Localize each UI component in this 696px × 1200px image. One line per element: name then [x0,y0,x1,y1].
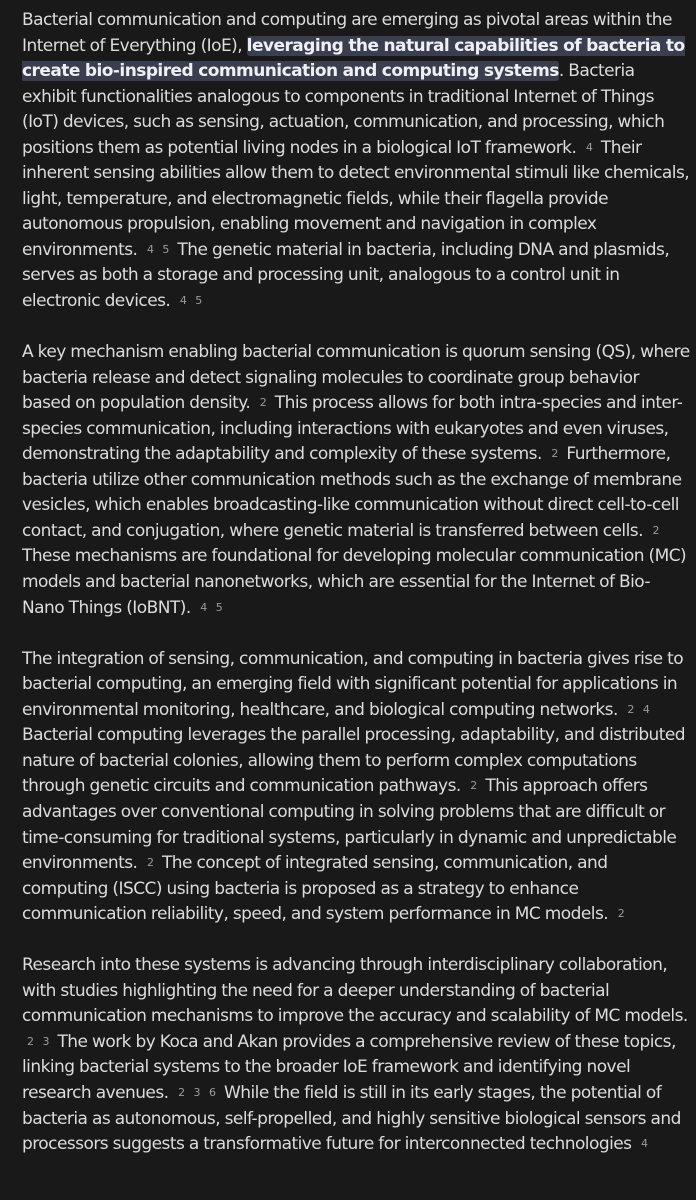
citation-badge[interactable]: 2 [652,523,659,537]
sentence: The genetic material in bacteria, including DNA and plasmids, serves as both a storage and processing unit, analogous to a control unit in electronic devices. [22,239,670,312]
citation-badge[interactable]: 4 [200,600,207,614]
citation-badge[interactable]: 3 [193,1085,200,1099]
answer-body [22,8,690,1183]
citation-badge[interactable]: 2 [146,856,154,870]
paragraph-4 [22,953,690,1157]
citation-badge[interactable]: 2 [259,396,267,410]
sentence: This approach offers advantages over conventional computing in solving problems that are difficult or time-consuming for traditional systems, particularly in dynamic and unpredictable environments. [22,776,677,874]
sentence: The work by Koca and Akan provides a comprehensive review of these topics, linking bacterial systems to the broader IoE framework and identifying novel research avenues. [22,1031,676,1103]
citation-badge[interactable]: 2 [551,447,558,461]
sentence: A key mechanism enabling bacterial communication is quorum sensing (QS), where bacteria release and detect signaling molecules to coordinate group behavior based on population density. [22,342,690,414]
sentence: While the field is still in its early stages, the potential of bacteria as autonomous, self-propelled, and highly sensitive biological sensors and processors suggests a transformative future for interconnected technologies [22,1082,681,1155]
citation-badge[interactable]: 6 [208,1085,216,1099]
citation-badge[interactable]: 2 [617,907,625,921]
sentence: Their inherent sensing abilities allow them to detect environmental stimuli like chemicals, light, temperature, and electromagnetic fields, while their flagella provide autonomous propulsion, enabling movement and navigation in complex environments. [22,137,690,260]
sentence: These mechanisms are foundational for developing molecular communication (MC) models and bacterial nanonetworks, which are essential for the Internet of Bio-Nano Things (IoBNT). [22,546,687,618]
citation-badge[interactable]: 2 [27,1034,34,1048]
citation-badge[interactable]: 2 [470,779,477,793]
sentence: Bacterial computing leverages the parallel processing, adaptability, and distributed nature of bacterial colonies, allowing them to perform complex computations through genetic circuits and communication pathways. [22,725,686,797]
paragraph-2 [22,340,690,621]
sentence: This process allows for both intra-species and inter-species communication, including interactions with eukaryotes and even viruses, demonstrating the adaptability and complexity of these systems. [22,393,683,465]
citation-badge[interactable]: 4 [641,1137,648,1151]
paragraph-3 [22,647,690,928]
sentence: The concept of integrated sensing, communication, and computing (ISCC) using bacteria is proposed as a strategy to enhance communication reliability, speed, and system performance in MC models. [22,853,609,925]
sentence: Furthermore, bacteria utilize other communication methods such as the exchange of membrane vesicles, which enables broadcasting-like communication without direct cell-to-cell contact, and conjugation, where genetic material is transferred between cells. [22,444,682,541]
sentence: Bacterial communication and computing are emerging as pivotal areas within the Internet of Everything (IoE), [22,10,672,56]
citation-badge[interactable]: 4 [146,242,154,256]
citation-badge[interactable]: 5 [215,600,223,614]
citation-badge[interactable]: 4 [179,294,187,308]
citation-badge[interactable]: 4 [585,140,593,154]
sentence: The integration of sensing, communication, and computing in bacteria gives rise to bacterial computing, an emerging field with significant potential for applications in environmental monitoring, healthcare, and biological computing networks. [22,648,684,720]
citation-badge[interactable]: 5 [195,294,202,308]
citation-badge[interactable]: 5 [162,242,169,256]
citation-badge[interactable]: 3 [42,1034,49,1048]
sentence: Research into these systems is advancing through interdisciplinary collaboration, with studies highlighting the need for a deeper understanding of bacterial communication mechanisms to improve the accuracy and scalability of MC models. [22,955,688,1027]
sentence: . Bacteria exhibit functionalities analogous to components in traditional Internet of Things (IoT) devices, such as sensing, actuation, communication, and processing, which positions them as potential living nodes in a biological IoT framework. [22,61,665,158]
citation-badge[interactable]: 2 [178,1085,185,1099]
highlighted-phrase[interactable]: leveraging the natural capabilities of bacteria to create bio-inspired communication and computing systems [22,35,685,82]
citation-badge[interactable]: 2 [627,702,634,716]
paragraph-1 [22,8,690,315]
citation-badge[interactable]: 4 [642,702,650,716]
